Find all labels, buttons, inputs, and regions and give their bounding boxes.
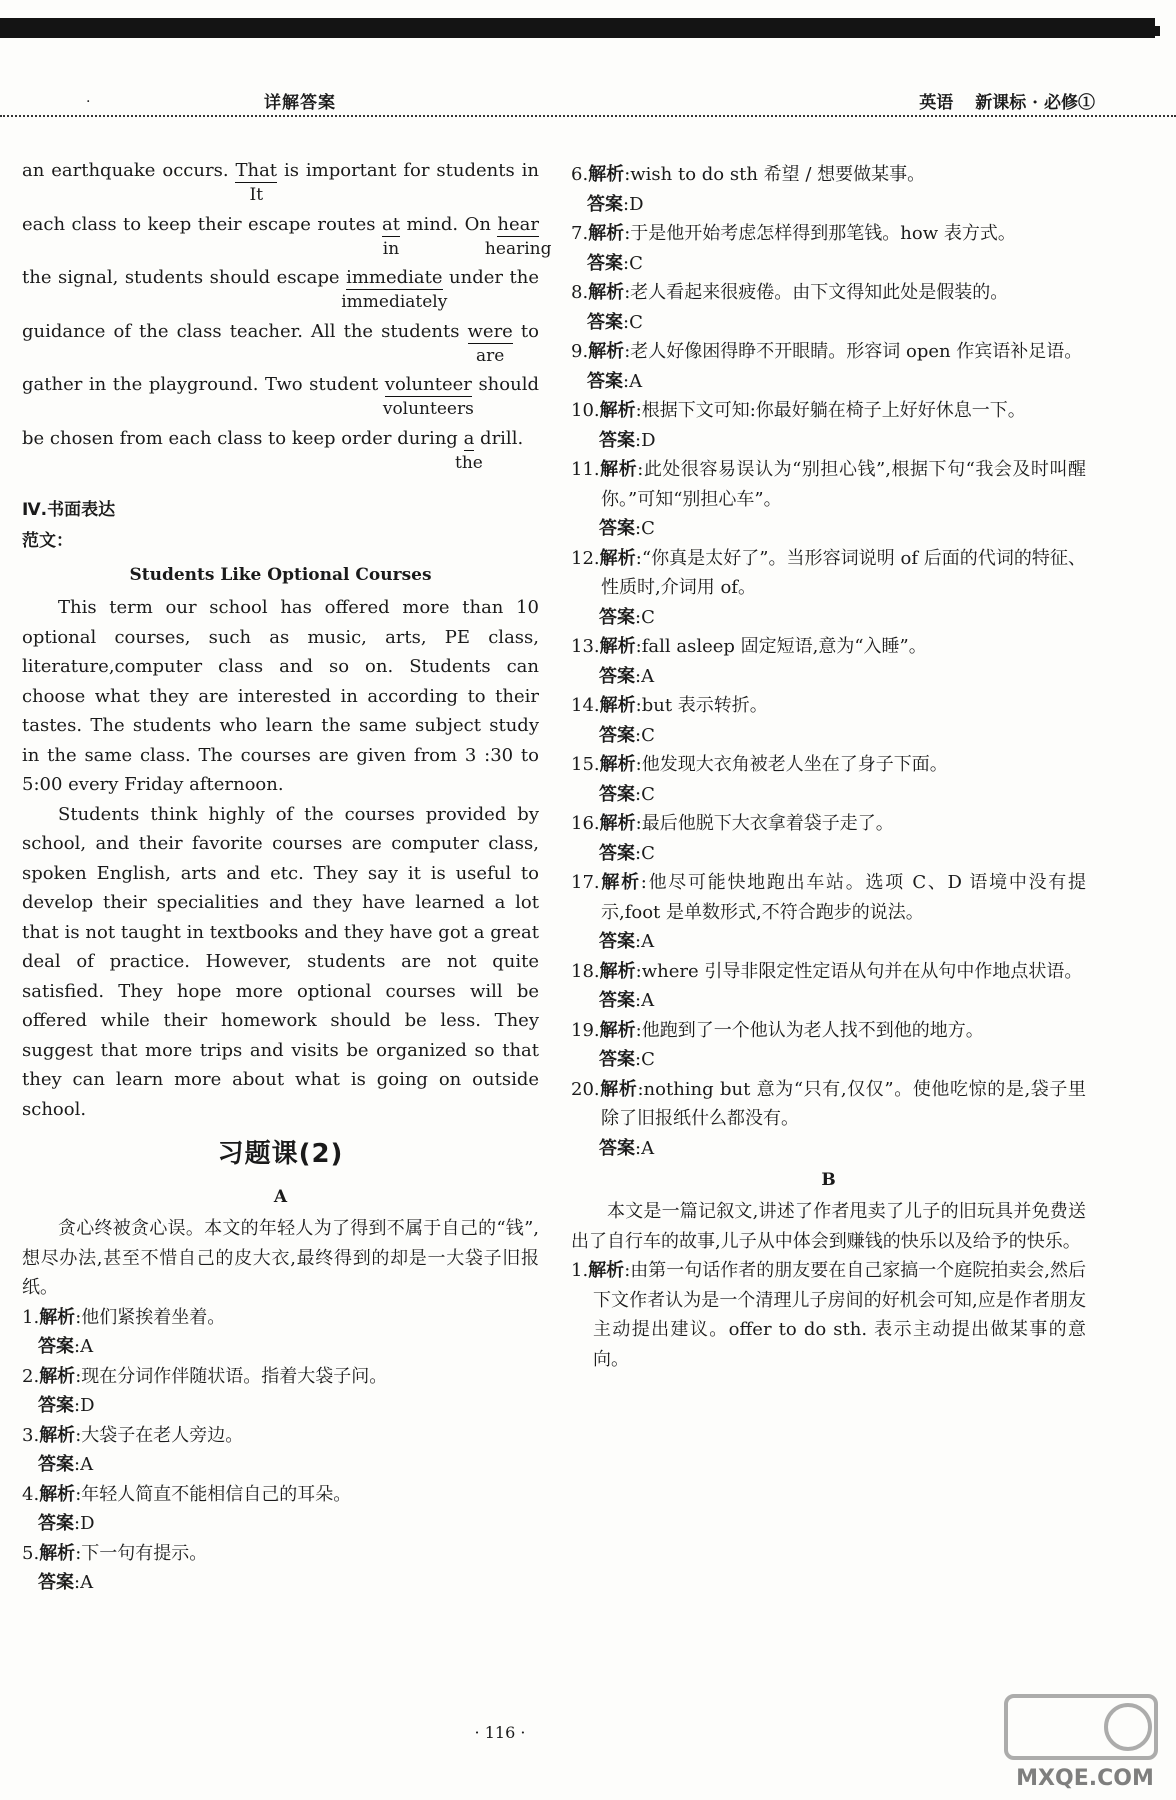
page-number: · 116 ·	[474, 1723, 526, 1742]
header-left-title: 详解答案	[264, 93, 336, 113]
answer: 答案:C	[599, 1049, 655, 1070]
correction-word: volunteers	[382, 399, 474, 419]
explanation: 7.解析:于是他开始考虑怎样得到那笔钱。how 表方式。	[571, 223, 1016, 244]
header-subject: 英语	[919, 93, 954, 113]
answer: 答案:A	[599, 665, 655, 687]
header-dotted-rule	[0, 115, 1176, 117]
header-bar	[0, 18, 1155, 38]
explanation: 6.解析:wish to do sth 希望 / 想要做某事。	[571, 164, 926, 185]
section-heading-writing: Ⅳ.书面表达	[22, 500, 116, 520]
explanation: 4.解析:年轻人简直不能相信自己的耳朵。	[22, 1483, 352, 1505]
answer: 答案:A	[38, 1454, 94, 1475]
answer: 答案:D	[38, 1513, 95, 1534]
answer: 答案:A	[587, 370, 643, 392]
correction-word: in	[382, 238, 400, 259]
explanation: 16.解析:最后他脱下大衣拿着袋子走了。	[571, 813, 894, 834]
answer: 答案:C	[599, 606, 655, 628]
error-word: immediate immediately	[341, 267, 448, 312]
essay-paragraph: This term our school has offered more than 10 optional courses, such as music, arts, PE class, literature,computer class and so on. Students can choose what they are interested in according to their tastes. The students who learn the same subject study in the same class. The courses are given from 3 :30 to 5:00 every Friday afternoon.	[22, 597, 539, 795]
answer: 答案:C	[587, 311, 643, 333]
answer: 答案:C	[587, 252, 643, 274]
watermark-logo	[1000, 1690, 1170, 1795]
answer: 答案:D	[599, 429, 656, 451]
explanation: 11.解析:此处很容易误认为“别担心钱”,根据下句“我会及时叫醒你。”可知“别担心车”。	[571, 459, 1087, 510]
explanation: 2.解析:现在分词作伴随状语。指着大袋子问。	[22, 1365, 388, 1387]
explanation: 20.解析:nothing but 意为“只有,仅仅”。使他吃惊的是,袋子里除了旧报纸什么都没有。	[571, 1078, 1086, 1129]
explanation: 9.解析:老人好像困得睁不开眼睛。形容词 open 作宾语补足语。	[571, 341, 1083, 362]
correction-word: the	[455, 452, 483, 473]
sample-label: 范文：	[22, 531, 73, 551]
answer-list-left	[22, 1303, 539, 1598]
passage-line: be chosen from each class to keep order during a the drill.	[22, 427, 524, 473]
correction-word: It	[249, 185, 264, 205]
correction-word: immediately	[341, 292, 448, 312]
answer: 答案:A	[599, 990, 655, 1011]
error-word: at in	[382, 213, 400, 259]
section-a-intro: 贪心终被贪心误。本文的年轻人为了得到不属于自己的“钱”,想尽办法,甚至不惜自己的皮大衣,最终得到的却是一大袋子旧报纸。	[22, 1218, 539, 1298]
left-column	[22, 160, 552, 1598]
error-word: volunteer volunteers	[382, 374, 474, 419]
explanation: 15.解析:他发现大衣角被老人坐在了身子下面。	[571, 754, 948, 775]
passage-line: each class to keep their escape routes at in mind. On hear hearing	[22, 213, 552, 259]
explanation: 12.解析:“你真是太好了”。当形容词说明 of 后面的代词的特征、性质时,介词用 of。	[571, 547, 1086, 598]
explanation: 8.解析:老人看起来很疲倦。由下文得知此处是假装的。	[571, 282, 1009, 303]
section-b-intro: 本文是一篇记叙文,讲述了作者甩卖了儿子的旧玩具并免费送出了自行车的故事,儿子从中体会到赚钱的快乐以及给予的快乐。	[571, 1201, 1086, 1252]
section-b-label: B	[821, 1170, 836, 1190]
section-a-label: A	[273, 1187, 288, 1207]
explanation: 18.解析:where 引导非限定性定语从句并在从句中作地点状语。	[571, 960, 1083, 982]
explanation: 1.解析:他们紧挨着坐着。	[22, 1306, 226, 1328]
watermark-text: MXQE.COM	[1016, 1766, 1154, 1791]
explanation: 3.解析:大袋子在老人旁边。	[22, 1424, 244, 1446]
answer: 答案:A	[599, 931, 655, 952]
correction-word: are	[476, 345, 505, 366]
explanation: 1.解析:由第一句话作者的朋友要在自己家搞一个庭院拍卖会,然后下文作者认为是一个清理儿子房间的好机会可知,应是作者朋友主动提出建议。offer to do sth. 表示主动提出做某事的意向。	[571, 1260, 1086, 1370]
explanation: 5.解析:下一句有提示。	[22, 1542, 208, 1564]
answer: 答案:A	[38, 1572, 94, 1593]
error-word: were are	[467, 320, 513, 366]
essay-paragraph: Students think highly of the courses provided by school, and their favorite courses are computer class, spoken English, arts and etc. They say it is useful to develop their specialities and they have learned a lot that is not taught in textbooks and they have got a great deal of practice. However, students are not quite satisfied. They hope more optional courses will be offered while their homework should be less. They suggest that more trips and visits be organized so that they can learn more about what is going on outside school.	[22, 803, 539, 1120]
error-word: a the	[455, 427, 483, 473]
header-bar-tail	[1100, 26, 1160, 36]
answer: 答案:A	[599, 1137, 655, 1159]
essay-title: Students Like Optional Courses	[129, 565, 432, 585]
passage-line: gather in the playground. Two student volunteer volunteers should	[22, 374, 539, 419]
passage-line: the signal, students should escape immediate immediately under the	[22, 267, 539, 312]
passage-line: an earthquake occurs. That It is important for students in	[22, 160, 539, 205]
answer: 答案:A	[38, 1336, 94, 1357]
explanation: 19.解析:他跑到了一个他认为老人找不到他的地方。	[571, 1019, 984, 1041]
lesson-title: 习题课(2)	[217, 1139, 344, 1169]
explanation: 14.解析:but 表示转折。	[571, 695, 768, 716]
answer: 答案:D	[587, 193, 644, 215]
header-right	[897, 88, 1095, 113]
answer: 答案:C	[599, 518, 655, 539]
explanation: 13.解析:fall asleep 固定短语,意为“入睡”。	[571, 636, 927, 657]
answer: 答案:C	[599, 842, 655, 864]
explanation: 10.解析:根据下文可知:你最好躺在椅子上好好休息一下。	[571, 400, 1026, 421]
answer: 答案:D	[38, 1395, 95, 1416]
answer: 答案:C	[599, 724, 655, 746]
answer: 答案:C	[599, 783, 655, 805]
error-correction-passage	[22, 160, 552, 481]
header-series: 新课标 · 必修①	[975, 93, 1095, 113]
error-word: hear hearing	[484, 213, 552, 259]
right-column	[571, 160, 1086, 1374]
correction-word: hearing	[484, 238, 552, 259]
passage-line: guidance of the class teacher. All the students were are to	[22, 320, 539, 366]
header-mark: .	[86, 90, 91, 106]
explanation: 17.解析:他尽可能快地跑出车站。选项 C、D 语境中没有提示,foot 是单数形式,不符合跑步的说法。	[571, 872, 1086, 923]
error-word: That It	[235, 160, 278, 205]
page-header	[0, 88, 1095, 118]
